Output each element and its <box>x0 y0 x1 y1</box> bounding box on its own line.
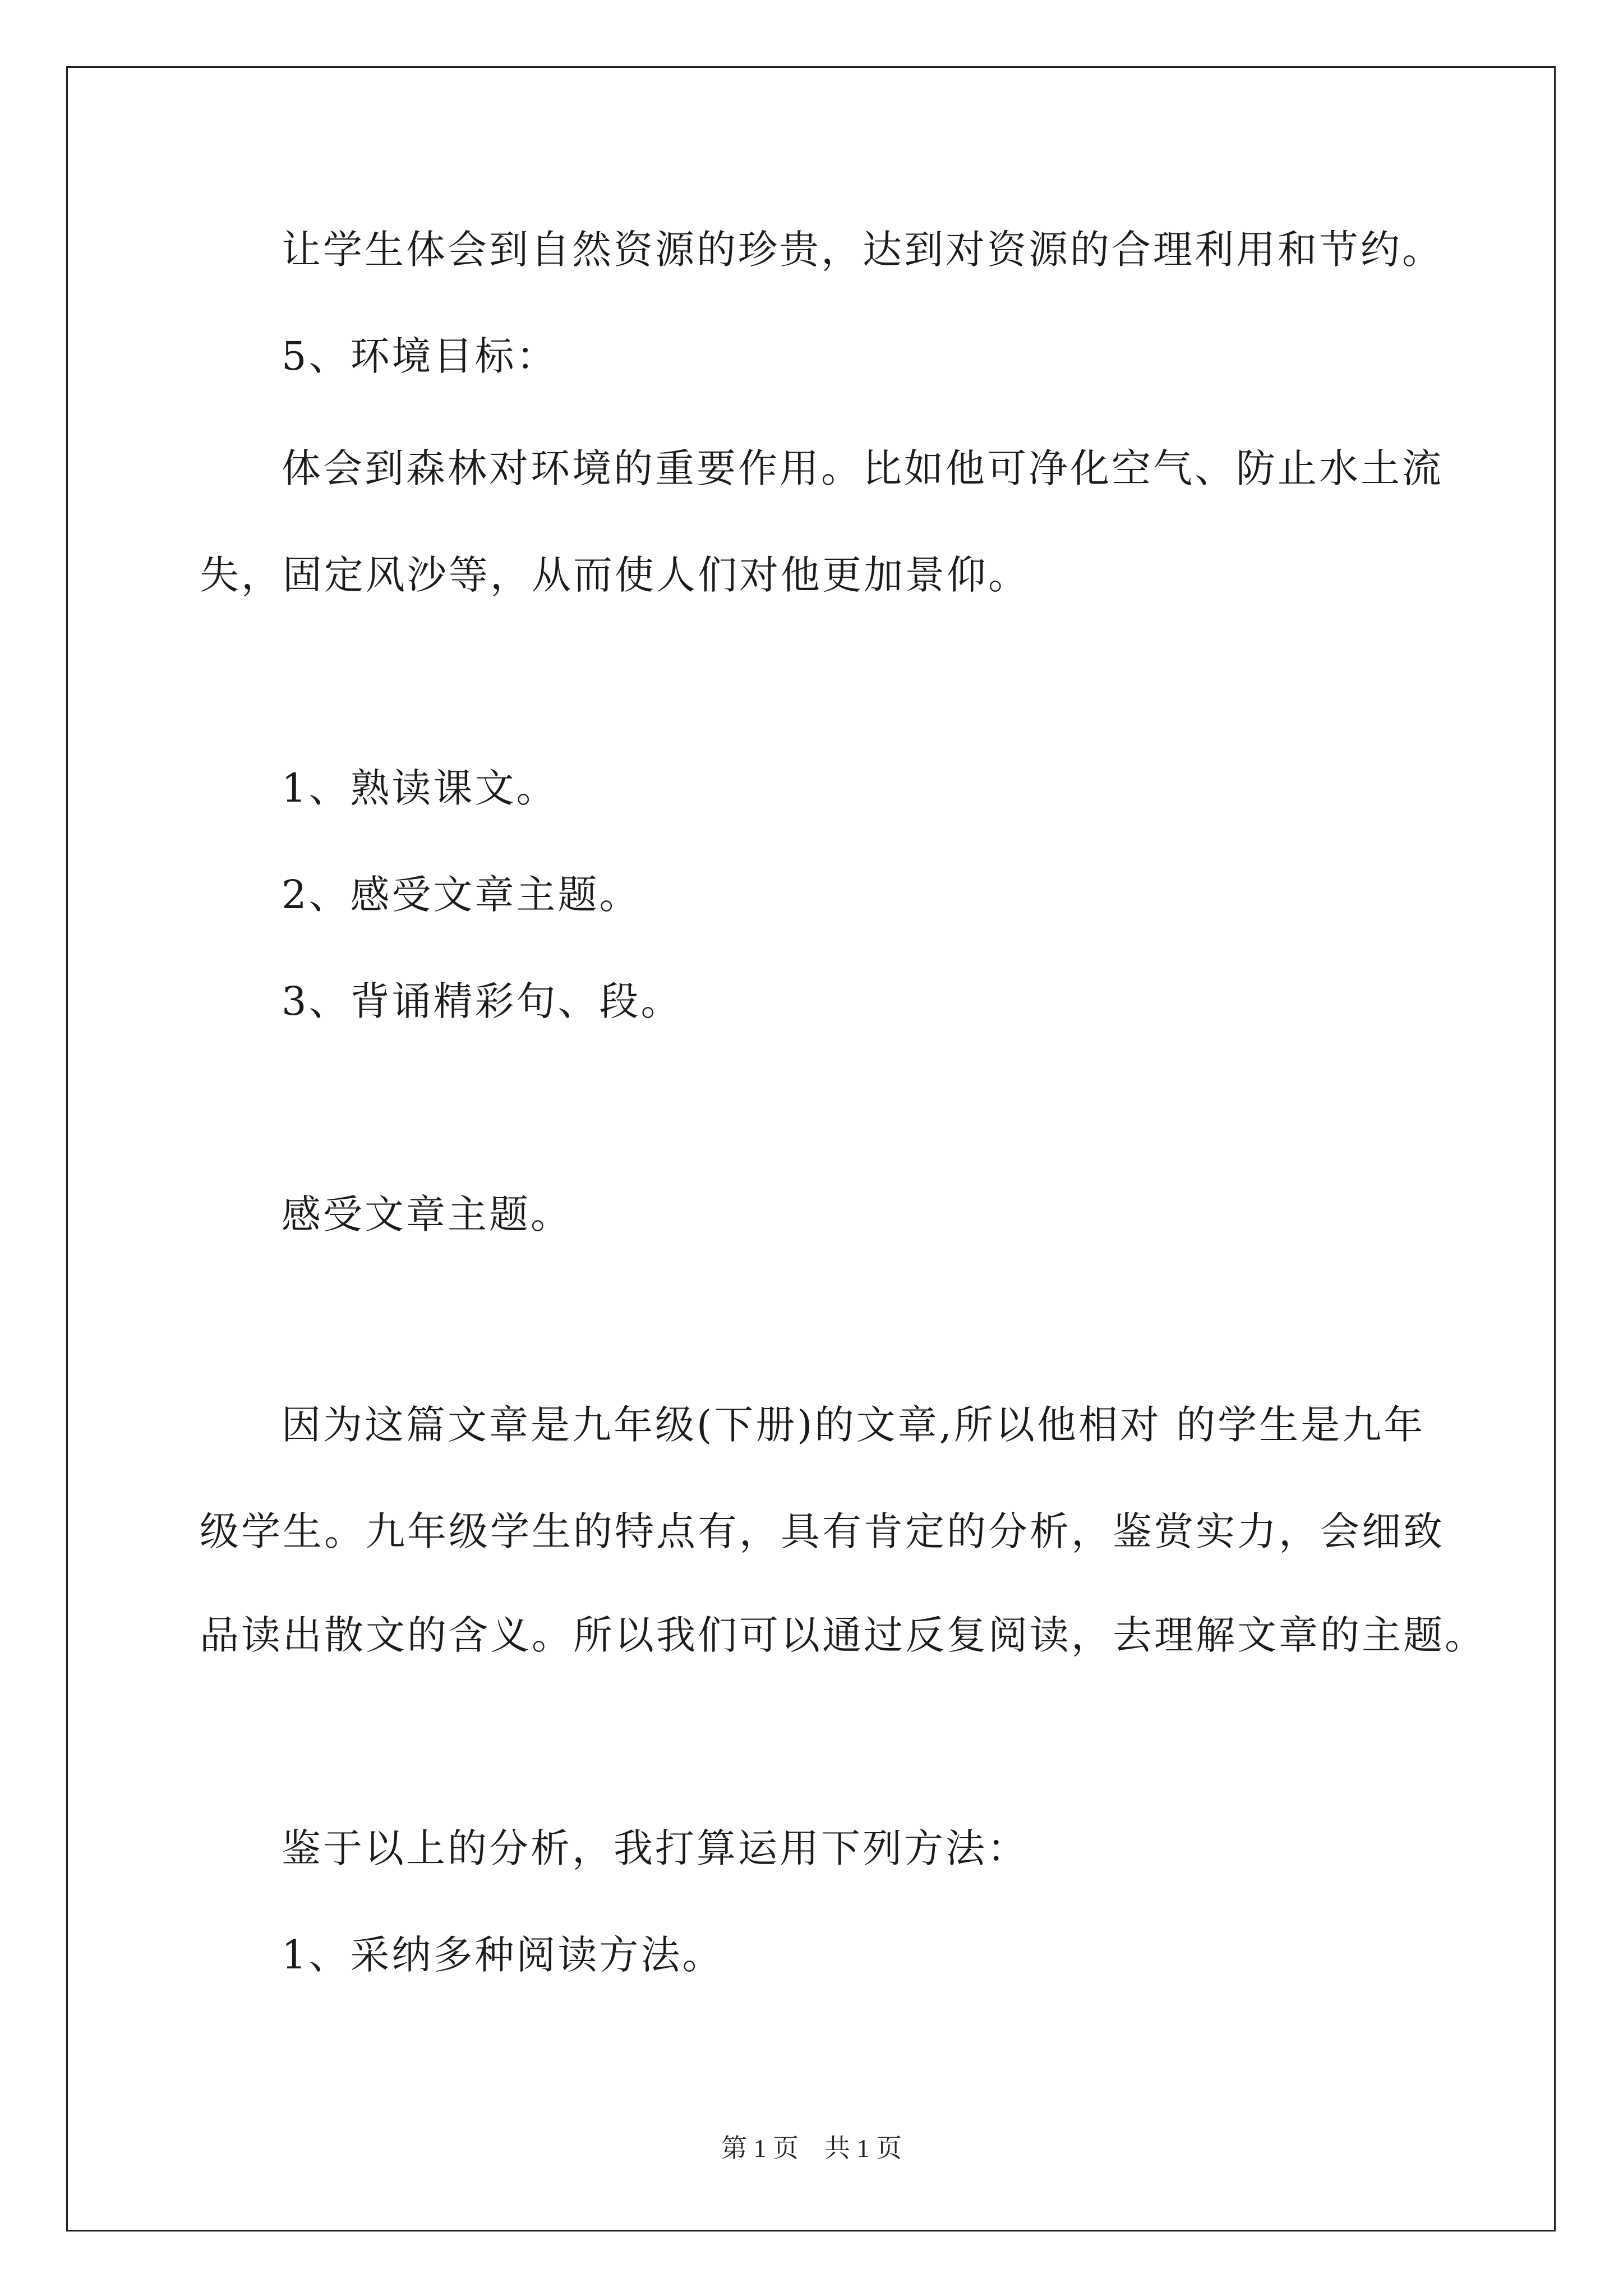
paragraph-line-4: 失，固定风沙等，从而使人们对他更加景仰。 <box>200 552 1030 598</box>
paragraph-line-11: 品读出散文的含义。所以我们可以通过反复阅读，去理解文章的主题。 <box>200 1612 1486 1658</box>
paragraph-line-10: 级学生。九年级学生的特点有，具有肯定的分析，鉴赏实力，会细致 <box>200 1508 1445 1554</box>
section-heading-environment-goal: 5、环境目标： <box>282 333 558 379</box>
section-heading-theme: 感受文章主题。 <box>282 1191 572 1237</box>
list-item-1: 1、熟读课文。 <box>282 765 558 811</box>
paragraph-line-3: 体会到森林对环境的重要作用。比如他可净化空气、防止水土流 <box>282 445 1444 491</box>
list-item-3: 3、背诵精彩句、段。 <box>282 978 683 1024</box>
list-item-2: 2、感受文章主题。 <box>282 872 641 918</box>
list-item-method-1: 1、采纳多种阅读方法。 <box>282 1932 724 1978</box>
paragraph-line-1: 让学生体会到自然资源的珍贵，达到对资源的合理利用和节约。 <box>282 227 1444 273</box>
paragraph-line-9: 因为这篇文章是九年级(下册)的文章,所以他相对 的学生是九年 <box>282 1402 1426 1448</box>
page-border <box>66 66 1556 2231</box>
paragraph-line-12: 鉴于以上的分析，我打算运用下列方法： <box>282 1825 1029 1871</box>
page-number-footer: 第 1 页 共 1 页 <box>721 2134 902 2162</box>
